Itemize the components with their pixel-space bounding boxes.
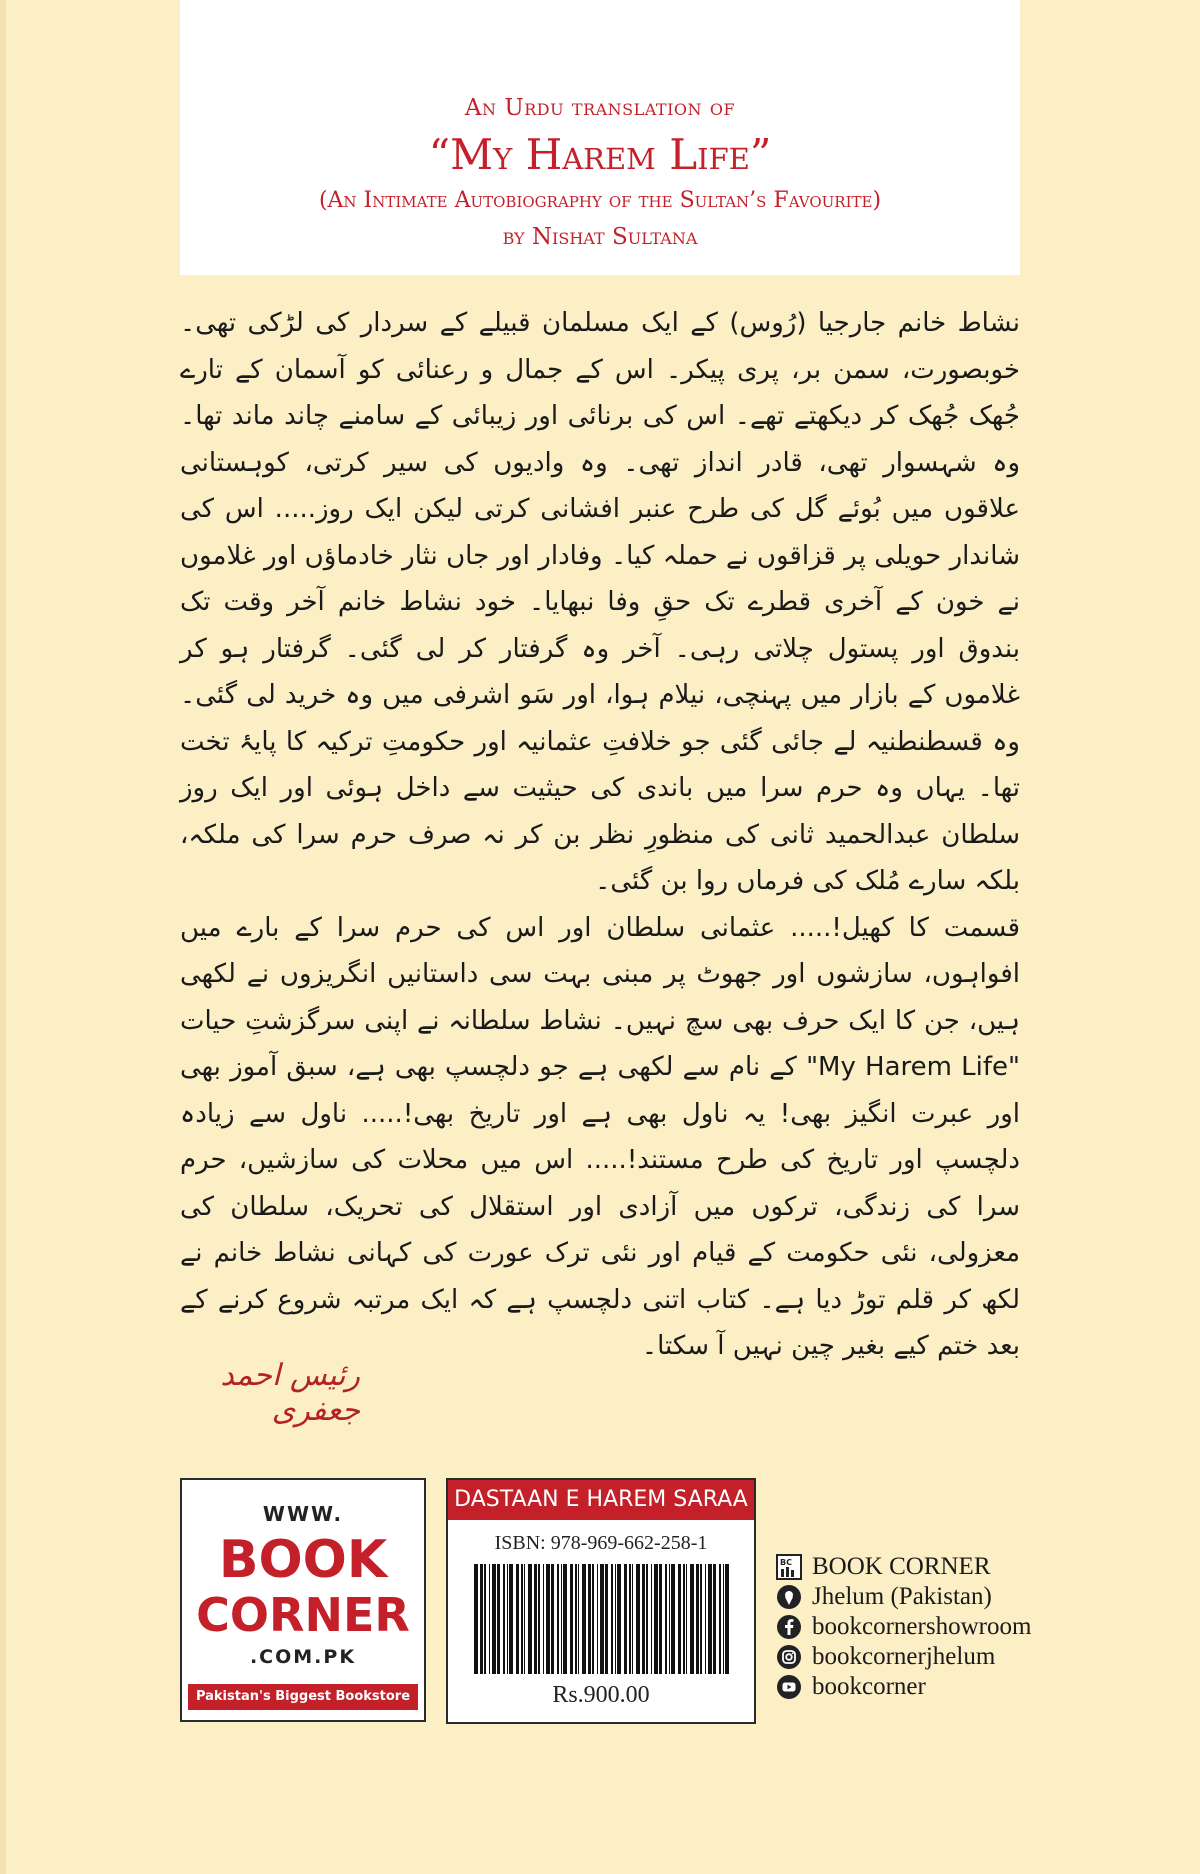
logo-tagline: Pakistan's Biggest Bookstore [188, 1684, 418, 1710]
barcode-bar [521, 1564, 523, 1674]
barcode-bar [484, 1564, 486, 1674]
barcode-bar [528, 1564, 532, 1674]
barcode-bar [671, 1564, 675, 1674]
barcode-bar [683, 1564, 685, 1674]
barcode-bar [690, 1564, 694, 1674]
barcode-bar [723, 1564, 724, 1674]
barcode-book-title: DASTAAN E HAREM SARAA [448, 1480, 754, 1520]
logo-www: WWW. [262, 1502, 344, 1526]
barcode-bar [669, 1564, 670, 1674]
barcode-bar [516, 1564, 519, 1674]
barcode-bar [719, 1564, 721, 1674]
facebook-icon [776, 1614, 802, 1640]
instagram-icon [776, 1644, 802, 1670]
barcode-bar [509, 1564, 513, 1674]
barcode-bar [497, 1564, 500, 1674]
barcode-bar [632, 1564, 633, 1674]
barcode-bar [696, 1564, 699, 1674]
barcode-bar [582, 1564, 586, 1674]
barcode-bar [474, 1564, 478, 1674]
contact-row-instagram[interactable] [776, 1642, 995, 1672]
barcode-bar [665, 1564, 667, 1674]
barcode-bar [678, 1564, 681, 1674]
barcode-bar [611, 1564, 613, 1674]
contact-row-location [776, 1582, 992, 1612]
barcode-bar [561, 1564, 562, 1674]
barcode-bar [646, 1564, 648, 1674]
barcode-bar [507, 1564, 508, 1674]
barcode-bar [597, 1564, 598, 1674]
barcode-bar [700, 1564, 702, 1674]
bookcorner-logo [180, 1478, 426, 1722]
barcode-bar [615, 1564, 616, 1674]
signature: رئیس احمد جعفری [220, 1358, 360, 1428]
book-title: “My Harem Life” [428, 130, 772, 179]
title-intro: An Urdu translation of [464, 95, 736, 121]
contact-brand-text: BOOK CORNER [812, 1553, 991, 1580]
barcode-bar [489, 1564, 490, 1674]
barcode-bar [575, 1564, 577, 1674]
logo-book: BOOK [218, 1530, 388, 1590]
barcode-bar [600, 1564, 604, 1674]
barcode-bar [563, 1564, 567, 1674]
blurb-paragraph-2: قسمت کا کھیل!..... عثمانی سلطان اور اس کی حرم سرا کے بارے میں افواہوں، سازشوں اور جھوٹ پر مبنی بہت سی داستانیں انگریزوں نے لکھی ہیں، جن کا ایک حرف بھی سچ نہیں۔ نشاط سلطانہ نے اپنی سرگزشتِ حیات "My Harem Life" کے نام سے لکھی ہے جو دلچسپ بھی ہے، سبق آموز بھی اور عبرت انگیز بھی! یہ ناول بھی ہے اور تاریخ بھی!..... ناول سے زیادہ دلچسپ اور تاریخ کی طرح مستند!..... اس میں محلات کی سازشیں، حرم سرا کی زندگی، ترکوں میں آزادی اور استقلال کی تحریک، سلطان کی معزولی، نئی حکومت کے قیام اور نئی ترک عورت کی کہانی نشاط خانم نے لکھ کر قلم توڑ دیا ہے۔ کتاب اتنی دلچسپ ہے کہ ایک مرتبہ شروع کرنے کے بعد ختم کیے بغیر چین نہیں آ سکتا۔ [180, 912, 1020, 1361]
barcode-bar [659, 1564, 662, 1674]
svg-text:BC: BC [780, 1558, 792, 1567]
barcode-bar [642, 1564, 645, 1674]
barcode-bar [538, 1564, 540, 1674]
barcode-bar [713, 1564, 716, 1674]
barcode-bar [503, 1564, 505, 1674]
barcode-bar [534, 1564, 537, 1674]
barcode-bar [686, 1564, 687, 1674]
barcode-bar [605, 1564, 608, 1674]
contact-row-facebook[interactable] [776, 1612, 1031, 1642]
contact-facebook-text: bookcornershowroom [812, 1613, 1032, 1640]
barcode-bar [705, 1564, 706, 1674]
book-subtitle: (An Intimate Autobiography of the Sultan’s Favourite) [318, 188, 882, 213]
barcode-bar [624, 1564, 627, 1674]
contact-location-text: Jhelum (Pakistan) [812, 1583, 992, 1610]
barcode-label [446, 1478, 756, 1724]
barcode-bar [570, 1564, 573, 1674]
barcode-icon [472, 1564, 732, 1674]
title-block [180, 0, 1020, 275]
cover-edge-strip [0, 0, 6, 1874]
barcode-bar [578, 1564, 579, 1674]
book-author: by Nishat Sultana [502, 224, 698, 250]
contact-row-youtube[interactable] [776, 1672, 926, 1702]
barcode-bar [708, 1564, 712, 1674]
barcode-bar [617, 1564, 621, 1674]
barcode-bar [651, 1564, 652, 1674]
isbn-text: ISBN: 978-969-662-258-1 [494, 1532, 708, 1554]
barcode-bar [551, 1564, 554, 1674]
barcode-bar [524, 1564, 525, 1674]
barcode-bar [725, 1564, 729, 1674]
youtube-icon [776, 1674, 802, 1700]
blurb-text [180, 300, 1020, 1370]
barcode-bar [629, 1564, 631, 1674]
blurb-paragraph-1: نشاط خانم جارجیا (رُوس) کے ایک مسلمان قبیلے کے سردار کی لڑکی تھی۔ خوبصورت، سمن بر، پری پیکر۔ اس کے جمال و رعنائی کو آسمان کے تارے جُھک جُھک کر دیکھتے تھے۔ اس کی برنائی اور زیبائی کے سامنے چاند ماند تھا۔ وہ شہسوار تھی، قادر انداز تھی۔ وہ وادیوں کی سیر کرتی، کوہستانی علاقوں میں بُوئے گل کی طرح عنبر افشانی کرتی لیکن ایک روز..... اس کی شاندار حویلی پر قزاقوں نے حملہ کیا۔ وفادار اور جاں نثار خادماؤں اور غلاموں نے خون کے آخری قطرے تک حقِ وفا نبھایا۔ خود نشاط خانم آخر وقت تک بندوق اور پستول چلاتی رہی۔ آخر وہ گرفتار کر لی گئی۔ گرفتار ہو کر غلاموں کے بازار میں پہنچی، نیلام ہوا، اور سَو اشرفی میں وہ خرید لی گئی۔ وہ قسطنطنیہ لے جائی گئی جو خلافتِ عثمانیہ اور حکومتِ ترکیہ کا پایۂ تخت تھا۔ یہاں وہ حرم سرا میں باندی کی حیثیت سے داخل ہوئی اور ایک روز سلطان عبدالحمید ثانی کی منظورِ نظر بن کر نہ صرف حرم سرا کی ملکہ، بلکہ سارے مُلک کی فرماں روا بن گئی۔ [180, 308, 1020, 896]
price-text: Rs.900.00 [552, 1682, 650, 1708]
barcode-bar [543, 1564, 544, 1674]
barcode-bar [557, 1564, 559, 1674]
location-pin-icon [776, 1584, 802, 1610]
bc-logo-icon [776, 1554, 802, 1580]
barcode-bar [654, 1564, 658, 1674]
contact-instagram-text: bookcornerjhelum [812, 1643, 996, 1670]
barcode-bar [480, 1564, 483, 1674]
contact-youtube-text: bookcorner [812, 1673, 926, 1700]
logo-compk: .COM.PK [249, 1646, 357, 1668]
barcode-bar [636, 1564, 640, 1674]
barcode-bar [492, 1564, 496, 1674]
barcode-bar [546, 1564, 550, 1674]
contact-row-brand [776, 1552, 991, 1582]
logo-corner: CORNER [196, 1588, 410, 1642]
barcode-bar [588, 1564, 591, 1674]
barcode-bar [592, 1564, 594, 1674]
